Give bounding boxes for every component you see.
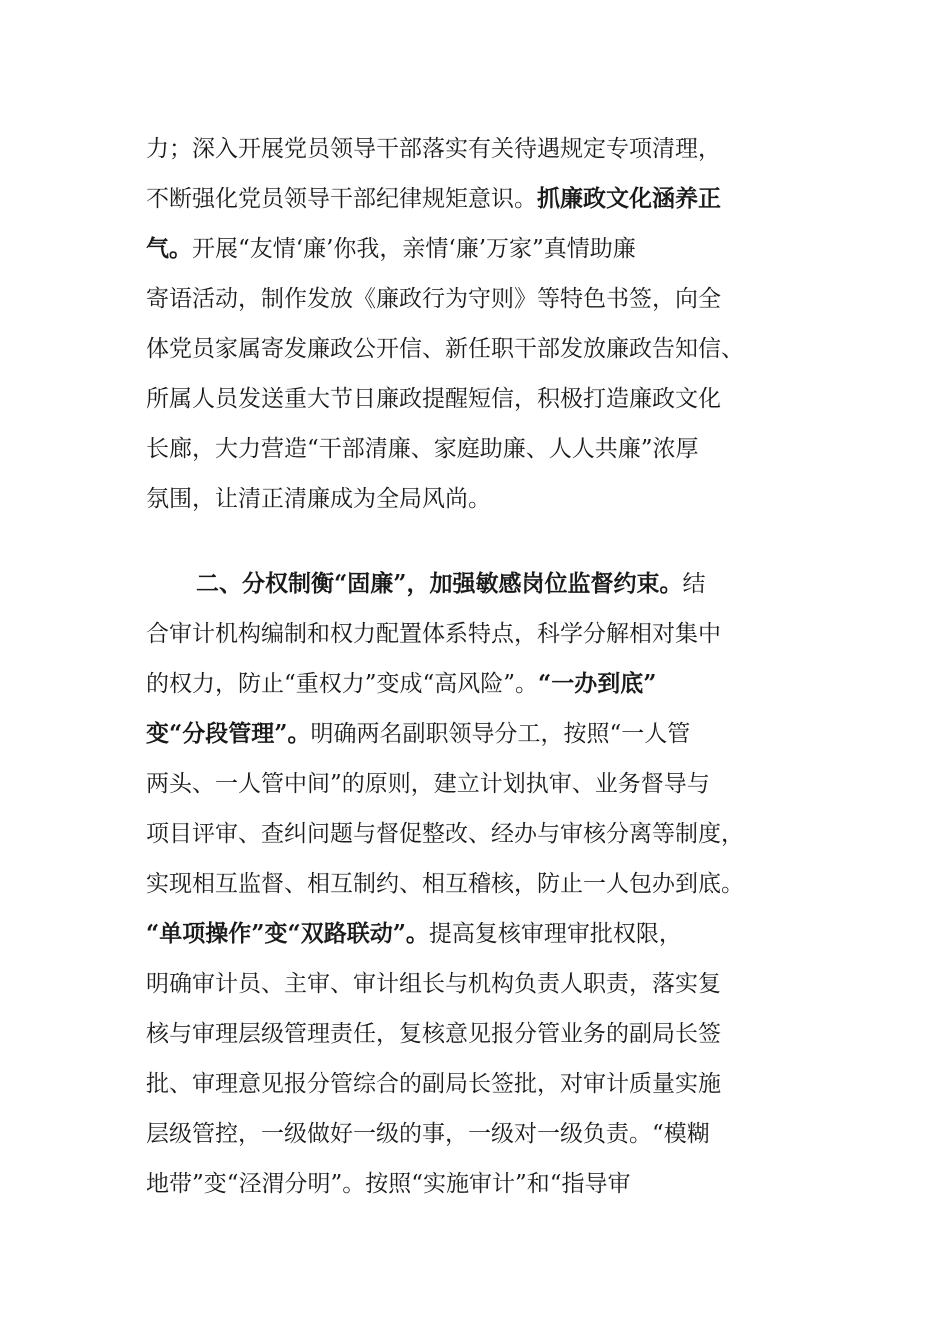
- body-text: 所属人员发送重大节日廉政提醒短信，积极打造廉政文化: [146, 386, 721, 412]
- paragraph2-line: [146, 959, 806, 1009]
- bold-text: 气。: [146, 235, 192, 262]
- paragraph2-line: [146, 859, 806, 909]
- body-text: 氛围，让清正清廉成为全局风尚。: [146, 486, 491, 512]
- bold-text: 抓廉政文化涵养正: [537, 185, 721, 212]
- paragraph2-line: [146, 1059, 806, 1109]
- body-text: 体党员家属寄发廉政公开信、新任职干部发放廉政告知信、: [146, 336, 744, 362]
- paragraph1-line: [146, 174, 806, 224]
- bold-text: 二、分权制衡“固廉”，加强敏感岗位监督约束。: [196, 570, 683, 597]
- body-text: 实现相互监督、相互制约、相互稽核，防止一人包办到底。: [146, 871, 744, 897]
- paragraph2-line: [146, 809, 806, 859]
- body-text: 结: [682, 571, 706, 597]
- body-text: 明确审计员、主审、审计组长与机构负责人职责，落实复: [146, 971, 721, 997]
- paragraph2-line: [196, 559, 806, 609]
- paragraph1-line: [146, 474, 806, 524]
- paragraph1-line: [146, 124, 806, 174]
- paragraph1-line: [146, 424, 806, 474]
- paragraph2-line: [146, 1159, 806, 1209]
- bold-text: “一办到底”: [538, 670, 657, 697]
- paragraph1-line: [146, 324, 806, 374]
- paragraph1-line: [146, 224, 806, 274]
- body-text: 开展“友情‘廉’你我，亲情‘廉’万家”真情助廉: [192, 236, 636, 262]
- paragraph1-line: [146, 274, 806, 324]
- paragraph2-line: [146, 909, 806, 959]
- body-text: 明确两名副职领导分工，按照“一人管: [310, 721, 691, 747]
- paragraph2-line: [146, 659, 806, 709]
- body-text: 层级管控，一级做好一级的事，一级对一级负责。“模糊: [146, 1121, 710, 1147]
- body-text: 地带”变“泾渭分明”。按照“实施审计”和“指导审: [146, 1171, 631, 1197]
- body-text: 长廊，大力营造“干部清廉、家庭助廉、人人共廉”浓厚: [146, 436, 699, 462]
- body-text: 不断强化党员领导干部纪律规矩意识。: [146, 186, 537, 212]
- paragraph2-line: [146, 1009, 806, 1059]
- body-text: 合审计机构编制和权力配置体系特点，科学分解相对集中: [146, 621, 721, 647]
- body-text: 两头、一人管中间”的原则，建立计划执审、业务督导与: [146, 771, 710, 797]
- paragraph2-line: [146, 709, 806, 759]
- body-text: 的权力，防止“重权力”变成“高风险”。: [146, 671, 539, 697]
- body-text: 提高复核审理审批权限，: [428, 921, 682, 947]
- body-text: 核与审理层级管理责任，复核意见报分管业务的副局长签: [146, 1021, 721, 1047]
- paragraph2-line: [146, 759, 806, 809]
- body-text: 寄语活动，制作发放《廉政行为守则》等特色书签，向全: [146, 286, 721, 312]
- body-text: 批、审理意见报分管综合的副局长签批，对审计质量实施: [146, 1071, 721, 1097]
- bold-text: “单项操作”变“双路联动”。: [146, 920, 429, 947]
- paragraph2-line: [146, 1109, 806, 1159]
- bold-text: 变“分段管理”。: [146, 720, 311, 747]
- paragraph2-line: [146, 609, 806, 659]
- body-text: 项目评审、查纠问题与督促整改、经办与审核分离等制度，: [146, 821, 744, 847]
- paragraph1-line: [146, 374, 806, 424]
- body-text: 力；深入开展党员领导干部落实有关待遇规定专项清理，: [146, 136, 721, 162]
